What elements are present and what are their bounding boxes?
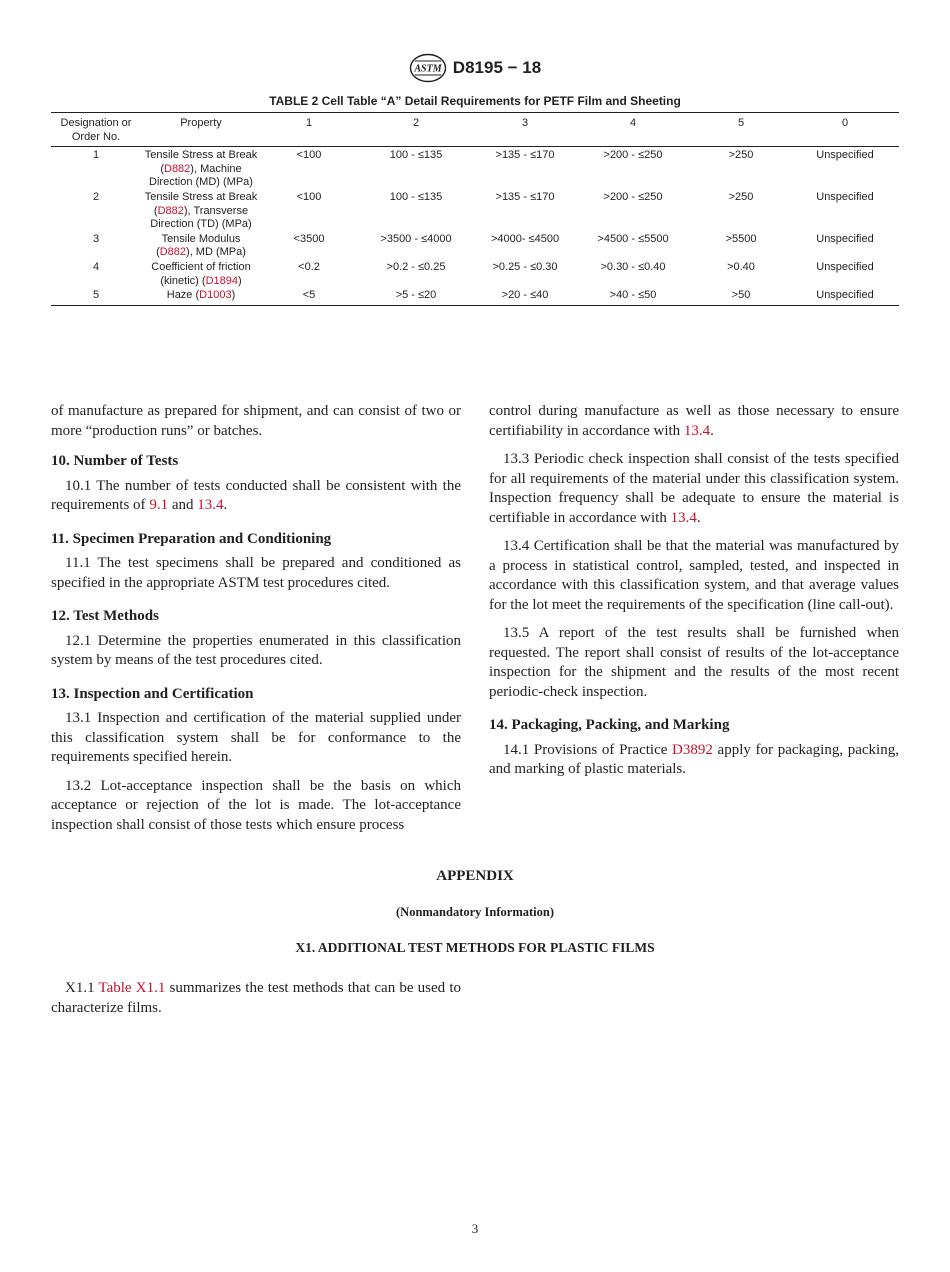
cell-value: Unspecified [816, 149, 874, 162]
section-link-9-1[interactable]: 9.1 [149, 497, 169, 513]
standard-link-d1894[interactable]: D1894 [205, 274, 238, 287]
cell-value: <100 [296, 149, 322, 162]
column-header-designation: Designation or Order No. [51, 113, 141, 147]
property-cell [141, 147, 261, 190]
table-row [51, 232, 899, 260]
paragraph-x1-1 [51, 979, 461, 1018]
property-text: Tensile Modulus ( [156, 232, 241, 259]
paragraph-11-1: 11.1 The test specimens shall be prepared and conditioned as specified in the appropriate ASTM test procedures cited. [51, 555, 461, 591]
cell-value: >4000- ≤4500 [490, 232, 560, 245]
paragraph-10-1 [51, 477, 461, 516]
cell-value: <100 [296, 190, 322, 203]
property-text: Coefficient of friction (kinetic) ( [151, 260, 251, 287]
cell-value: <0.2 [298, 260, 320, 273]
property-text: Haze ( [166, 289, 200, 302]
designation-cell: 4 [92, 260, 100, 273]
paragraph-text: 10.1 The number of tests conducted shall be consistent with the requirements of [51, 477, 461, 513]
paragraph-13-1: 13.1 Inspection and certification of the material supplied under this classification system shall be for conformance to the requirements specified herein. [51, 710, 461, 765]
cell-value: >4500 - ≤5500 [597, 232, 669, 245]
table-row [51, 190, 899, 232]
logo-text: ASTM [414, 63, 442, 75]
section-link-13-4[interactable]: 13.4 [670, 509, 697, 526]
document-id: D8195 − 18 [452, 58, 542, 77]
column-header-property: Property [141, 113, 261, 147]
paragraph-14-1 [489, 741, 899, 780]
cell-value: >20 - ≤40 [475, 288, 575, 305]
designation-cell: 3 [92, 232, 100, 245]
standard-link-d882[interactable]: D882 [157, 204, 184, 217]
property-text: ), Transverse Direction (TD) (MPa) [150, 204, 252, 231]
designation-cell: 1 [92, 149, 100, 162]
paragraph-text: X1.1 [65, 980, 99, 996]
table-row [51, 147, 899, 190]
requirements-table [51, 112, 899, 306]
cell-value: >250 [728, 149, 754, 162]
section-14-heading: 14. Packaging, Packing, and Marking [489, 717, 730, 733]
designation-cell: 2 [92, 190, 100, 203]
column-header-4: 4 [575, 113, 691, 147]
cell-value: >250 [728, 190, 754, 203]
paragraph-12-1: 12.1 Determine the properties enumerated in this classification system by means of the test procedures cited. [51, 632, 461, 668]
section-11-heading: 11. Specimen Preparation and Conditioning [51, 530, 332, 547]
column-header-3: 3 [475, 113, 575, 147]
cell-value: >200 - ≤250 [603, 149, 663, 162]
cell-value: 100 - ≤135 [389, 190, 443, 203]
page-number: 3 [471, 1221, 479, 1236]
property-text: ) [231, 289, 236, 302]
cell-value: Unspecified [816, 190, 874, 203]
table-header-row [51, 113, 899, 147]
property-text: Tensile Stress at Break ( [144, 190, 258, 217]
property-text: ), MD (MPa) [186, 246, 246, 259]
paragraph-text: 13.3 Periodic check inspection shall consist of the tests specified for all requirements of the material under this classification system. Inspection frequency shall be adequate to ensure the material is certifiable in accordance with [489, 451, 899, 526]
property-cell [141, 190, 261, 232]
column-header-0: 0 [791, 113, 899, 147]
paragraph-text: 14.1 Provisions of Practice [503, 741, 673, 758]
cell-value: >0.2 - ≤0.25 [386, 260, 446, 273]
section-link-13-4[interactable]: 13.4 [683, 422, 711, 439]
property-text: ), Machine Direction (MD) (MPa) [149, 162, 253, 189]
cell-value: 100 - ≤135 [389, 149, 443, 162]
cell-value: >40 - ≤50 [575, 288, 691, 305]
right-text-column [489, 402, 899, 789]
paragraph-text: summarizes the test methods that can be used to characterize films. [51, 980, 462, 1016]
property-cell [141, 288, 261, 305]
cell-value: >5500 [725, 232, 757, 245]
paragraph-text: control during manufacture as well as those necessary to ensure certifiability in accordance with [489, 403, 899, 439]
paragraph-text: and [168, 497, 198, 513]
paragraph-13-5: 13.5 A report of the test results shall be furnished when requested. The report shall consist of results of the lot-acceptance inspection for the shipment and the results of the most recent periodic-check inspection. [489, 625, 899, 700]
cell-value: >200 - ≤250 [603, 190, 663, 203]
standard-link-d3892[interactable]: D3892 [672, 741, 713, 758]
appendix-subtitle: (Nonmandatory Information) [396, 905, 554, 919]
appendix-title: APPENDIX [436, 868, 514, 884]
designation-cell: 5 [51, 288, 141, 305]
cell-value: Unspecified [816, 232, 874, 245]
paragraph-text: . [710, 422, 714, 439]
column-header-5: 5 [691, 113, 791, 147]
paragraph-continuation: of manufacture as prepared for shipment, and can consist of two or more “production runs” or batches. [51, 403, 461, 439]
paragraph-text: apply for packaging, packing, and marking of plastic materials. [489, 741, 899, 777]
cell-value: >135 - ≤170 [495, 149, 555, 162]
paragraph-13-3 [489, 450, 899, 528]
cell-value: >0.40 [727, 260, 755, 273]
paragraph-text: . [696, 509, 701, 526]
section-13-heading: 13. Inspection and Certification [51, 685, 254, 702]
cell-value: >50 [691, 288, 791, 305]
cell-value: >0.25 - ≤0.30 [492, 260, 558, 273]
property-cell [141, 232, 261, 260]
property-text: Tensile Stress at Break ( [144, 149, 258, 175]
paragraph-13-4: 13.4 Certification shall be that the material was manufactured by a process in statistical control, sampled, tested, and inspected in accordance with this classification system, and that average values for the lot meet the requirements of the specification (line call-out). [489, 538, 899, 613]
cell-value: >135 - ≤170 [495, 190, 555, 203]
paragraph-text: . [223, 497, 228, 513]
paragraph-continuation [489, 402, 899, 441]
appendix-section-heading: X1. ADDITIONAL TEST METHODS FOR PLASTIC FILMS [295, 940, 655, 955]
left-text-column [51, 402, 461, 844]
section-link-13-4[interactable]: 13.4 [197, 497, 224, 513]
column-header-2: 2 [357, 113, 475, 147]
property-cell [141, 260, 261, 288]
cell-value: <5 [261, 288, 357, 305]
astm-logo-icon [409, 53, 447, 83]
cell-value: Unspecified [791, 288, 899, 305]
standard-link-d882[interactable]: D882 [159, 246, 187, 259]
cell-value: Unspecified [816, 260, 874, 273]
property-text: ) [237, 274, 242, 287]
table-row [51, 260, 899, 288]
section-12-heading: 12. Test Methods [51, 608, 159, 624]
standard-link-d882[interactable]: D882 [164, 162, 191, 175]
document-header [0, 52, 950, 84]
table-caption: TABLE 2 Cell Table “A” Detail Requirements for PETF Film and Sheeting [269, 94, 681, 108]
cell-value: <3500 [293, 232, 325, 245]
cell-value: >3500 - ≤4000 [380, 232, 452, 245]
table-row [51, 288, 899, 305]
cell-value: >0.30 - ≤0.40 [600, 260, 666, 273]
section-10-heading: 10. Number of Tests [51, 453, 179, 469]
paragraph-13-2: 13.2 Lot-acceptance inspection shall be the basis on which acceptance or rejection of the lot is made. The lot-acceptance inspection shall consist of those tests which ensure process [51, 777, 461, 833]
standard-link-d1003[interactable]: D1003 [199, 289, 232, 302]
cell-value: >5 - ≤20 [357, 288, 475, 305]
column-header-1: 1 [261, 113, 357, 147]
table-link-x1-1[interactable]: Table X1.1 [98, 980, 166, 996]
